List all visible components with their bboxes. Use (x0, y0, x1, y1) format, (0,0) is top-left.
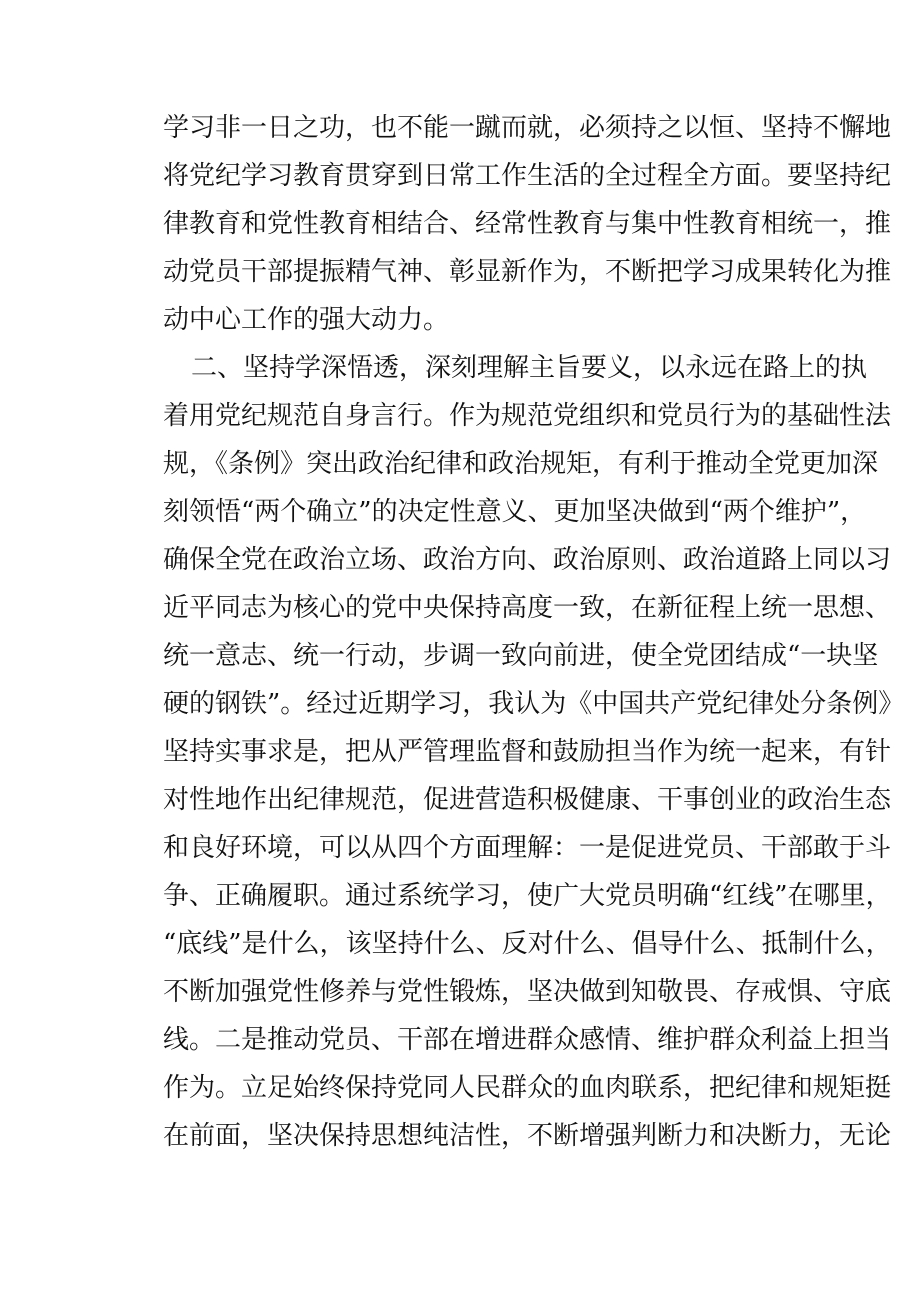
text-line: 律教育和党性教育相结合、经常性教育与集中性教育相统一，推 (163, 209, 892, 239)
text-line: 和良好环境，可以从四个方面理解：一是促进党员、干部敢于斗 (163, 833, 892, 863)
text-line: 确保全党在政治立场、政治方向、政治原则、政治道路上同以习 (163, 545, 892, 575)
text-line: 在前面，坚决保持思想纯洁性，不断增强判断力和决断力，无论 (163, 1121, 892, 1151)
text-line: “底线”是什么，该坚持什么、反对什么、倡导什么、抵制什么， (163, 929, 892, 959)
text-line: 不断加强党性修养与党性锻炼，坚决做到知敬畏、存戒惧、守底 (163, 977, 892, 1007)
text-line: 动中心工作的强大动力。 (163, 305, 450, 335)
text-line: 线。二是推动党员、干部在增进群众感情、维护群众利益上担当 (163, 1025, 892, 1055)
section-heading-line: 二、坚持学深悟透，深刻理解主旨要义，以永远在路上的执 (191, 353, 868, 383)
text-line: 着用党纪规范自身言行。作为规范党组织和党员行为的基础性法 (163, 401, 892, 431)
text-line: 近平同志为核心的党中央保持高度一致，在新征程上统一思想、 (163, 593, 892, 623)
text-line: 将党纪学习教育贯穿到日常工作生活的全过程全方面。要坚持纪 (163, 161, 892, 191)
text-line: 坚持实事求是，把从严管理监督和鼓励担当作为统一起来，有针 (163, 737, 892, 767)
text-line: 对性地作出纪律规范，促进营造积极健康、干事创业的政治生态 (163, 785, 892, 815)
text-line: 统一意志、统一行动，步调一致向前进，使全党团结成“一块坚 (163, 641, 879, 671)
text-line: 动党员干部提振精气神、彰显新作为，不断把学习成果转化为推 (163, 257, 892, 287)
text-line: 硬的钢铁”。经过近期学习，我认为《中国共产党纪律处分条例》 (163, 689, 905, 719)
text-line: 争、正确履职。通过系统学习，使广大党员明确“红线”在哪里， (163, 881, 892, 911)
text-line: 规，《条例》突出政治纪律和政治规矩，有利于推动全党更加深 (163, 449, 879, 479)
text-line: 学习非一日之功，也不能一蹴而就，必须持之以恒、坚持不懈地 (163, 113, 892, 143)
text-line: 作为。立足始终保持党同人民群众的血肉联系，把纪律和规矩挺 (163, 1073, 892, 1103)
text-line: 刻领悟“两个确立”的决定性意义、更加坚决做到“两个维护”， (163, 497, 867, 527)
body-text (163, 104, 905, 1160)
